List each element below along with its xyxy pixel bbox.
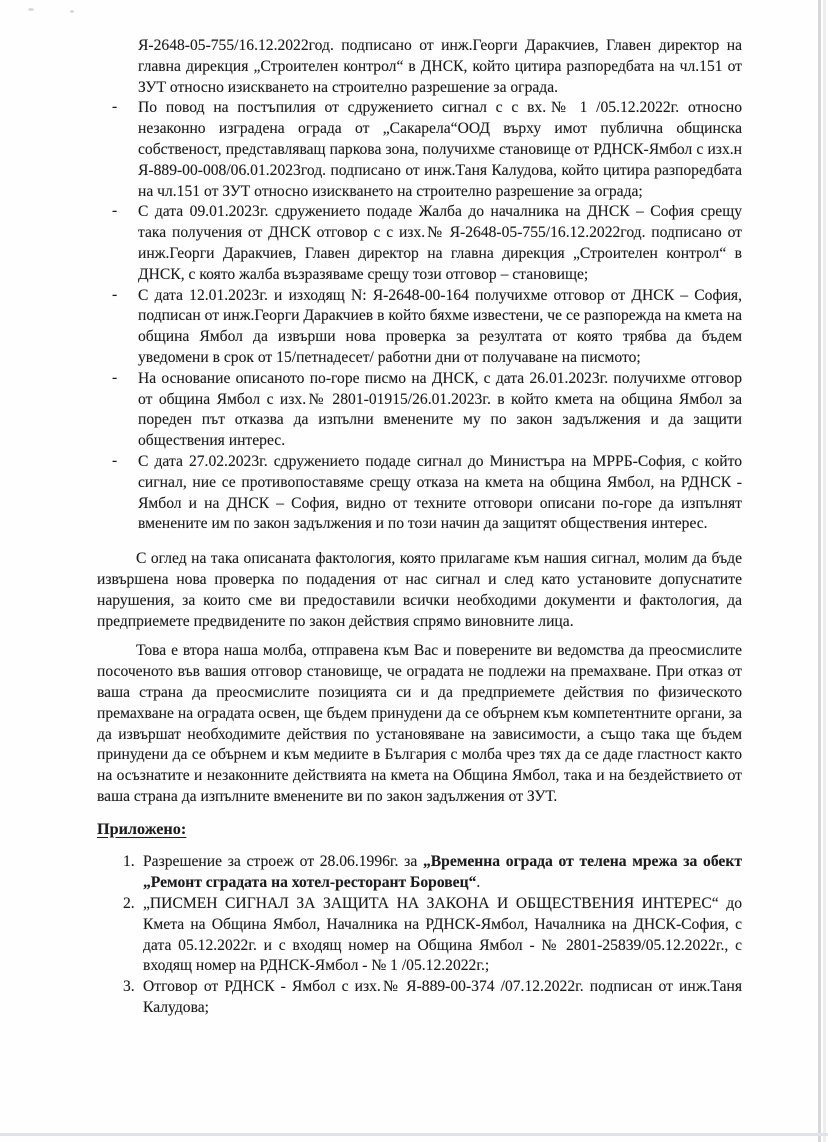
scan-speck	[28, 8, 34, 11]
attachment-number: 2.	[123, 895, 135, 913]
document-body	[97, 36, 742, 1019]
attachment-text-bold: „Временна ограда от телена мрежа за обект „Ремонт сградата на хотел-ресторант Боровец“	[143, 853, 742, 892]
paragraph-continuation: Я-2648-05-755/16.12.2022год. подписано от инж.Георги Даракчиев, Главен директор на главна дирекция „Строителен контрол“ в ДНСК, който цитира разпоредбата на чл.151 от ЗУТ относно изискването на строително разрешение за ограда.	[138, 37, 742, 96]
attachment-item-1	[125, 852, 742, 894]
attachments-list	[97, 852, 742, 1018]
page-bottom-edge	[0, 1133, 828, 1136]
bullet-text: С дата 12.01.2023г. и изходящ N: Я-2648-00-164 получихме отговор от ДНСК – София, подписан от инж.Георги Даракчиев в който бяхме известени, че се разпорежда на кмета на община Ямбол да извърши нова проверка за резултата от която трябва да бъдем уведомени в срок от 15/петнадесет/ работни дни от получаване на писмото;	[138, 286, 742, 366]
body-paragraph-second-plea: Това е втора наша молба, отправена към Вас и поверените ви ведомства да преосмислите посоченото във вашия отговор становище, че оградата не подлежи на премахване. При отказ от ваша страна да преосмислите позицията си и да предприемете действия по физическото премахване на оградата освен, ще бъдем принудени да се обърнем към компетентните органи, за да извършат необходимите действия по установяване на зависимости, а също така ще бъдем принудени да се обърнем и към медиите в България с молба чрез тях да се даде гластност както на осъзнатите и незаконните действията на кмета на Община Ямбол, така и на бездействието от ваша страна да изпълните вменените ви по закон задължения от ЗУТ.	[97, 642, 742, 805]
bullet-dash: -	[112, 202, 118, 220]
body-paragraph-request: С оглед на така описаната фактология, която прилагаме към нашия сигнал, молим да бъде извършена нова проверка по подадения от нас сигнал и след като установите допуснатите нарушения, за които сме ви предоставили всички необходими документи и фактология, да предприемете предвидените по закон действия спрямо виновните лица.	[97, 550, 742, 630]
page-edge-shadow-light	[823, 0, 826, 1142]
bullet-text: На основание описаното по-горе писмо на ДНСК, с дата 26.01.2023г. получихме отговор от община Ямбол с изх.№ 2801-01915/26.01.2023г. в който кмета на община Ямбол за пореден път отказва да изпълни вменените му по закон задължения и да защити обществения интерес.	[138, 369, 742, 450]
attachment-text-prefix: Разрешение за строеж от 28.06.1996г. за	[143, 853, 423, 871]
attachment-text-suffix: .	[476, 874, 481, 892]
bullet-dash: -	[112, 98, 118, 116]
attachment-number: 1.	[123, 853, 135, 871]
page-edge-shadow	[818, 0, 821, 1142]
bullet-item-3	[112, 285, 742, 369]
bullet-dash: -	[112, 368, 118, 386]
bullet-dash: -	[112, 285, 118, 303]
bullet-text: С дата 09.01.2023г. сдружението подаде Жалба до началника на ДНСК – София срещу така получения от ДНСК отговор с с изх.№ Я-2648-05-755/16.12.2022год. подписано от инж.Георги Даракчиев, Главен директор на главна дирекция „Строителен контрол“ в ДНСК, с която жалба възразяваме срещу този отговор – становище;	[138, 203, 742, 283]
attachment-number: 3.	[123, 978, 135, 996]
attachment-text: „ПИСМЕН СИГНАЛ ЗА ЗАЩИТА НА ЗАКОНА И ОБЩЕСТВЕНИЯ ИНТЕРЕС“ до Кмета на Община Ямбол, Началника на РДНСК-Ямбол, Началника на ДНСК-София, с дата 05.12.2022г. и с входящ номер на Община Ямбол - № 2801-25839/05.12.2022г., с входящ номер на РДНСК-Ямбол - № 1 /05.12.2022г.;	[143, 895, 742, 975]
scan-speck	[70, 10, 74, 13]
bullet-item-5	[112, 451, 742, 535]
bullet-dash: -	[112, 451, 118, 469]
attachments-heading: Приложено:	[97, 819, 187, 838]
attachment-item-3	[125, 977, 742, 1019]
bullet-item-4	[112, 368, 742, 452]
bullet-text: По повод на постъпилия от сдружението сигнал с с вх.№ 1 /05.12.2022г. относно незаконно изградена ограда от „Сакарела“ООД върху имот публична общинска собственост, представляващ паркова зона, получихме становище от РДНСК-Ямбол с изх.н Я-889-00-008/06.01.2023год. подписано от инж.Таня Калудова, който цитира разпоредбата на чл.151 от ЗУТ относно изискването на строително разрешение за ограда;	[138, 99, 742, 200]
bullet-item-2	[112, 202, 742, 285]
attachment-item-2	[125, 894, 742, 977]
bullet-item-1	[112, 98, 742, 202]
bullet-text: С дата 27.02.2023г. сдружението подаде сигнал до Министъра на МРРБ-София, с който сигнал, ние се противопоставяме срещу отказа на кмета на община Ямбол, на РДНСК - Ямбол и на ДНСК – София, видно от техните отговори описани по-горе да изпълнят вменените им по закон задължения и по този начин да защитят обществения интерес.	[138, 452, 742, 533]
attachment-text: Отговор от РДНСК - Ямбол с изх.№ Я-889-00-374 /07.12.2022г. подписан от инж.Таня Калудова;	[143, 978, 742, 1017]
